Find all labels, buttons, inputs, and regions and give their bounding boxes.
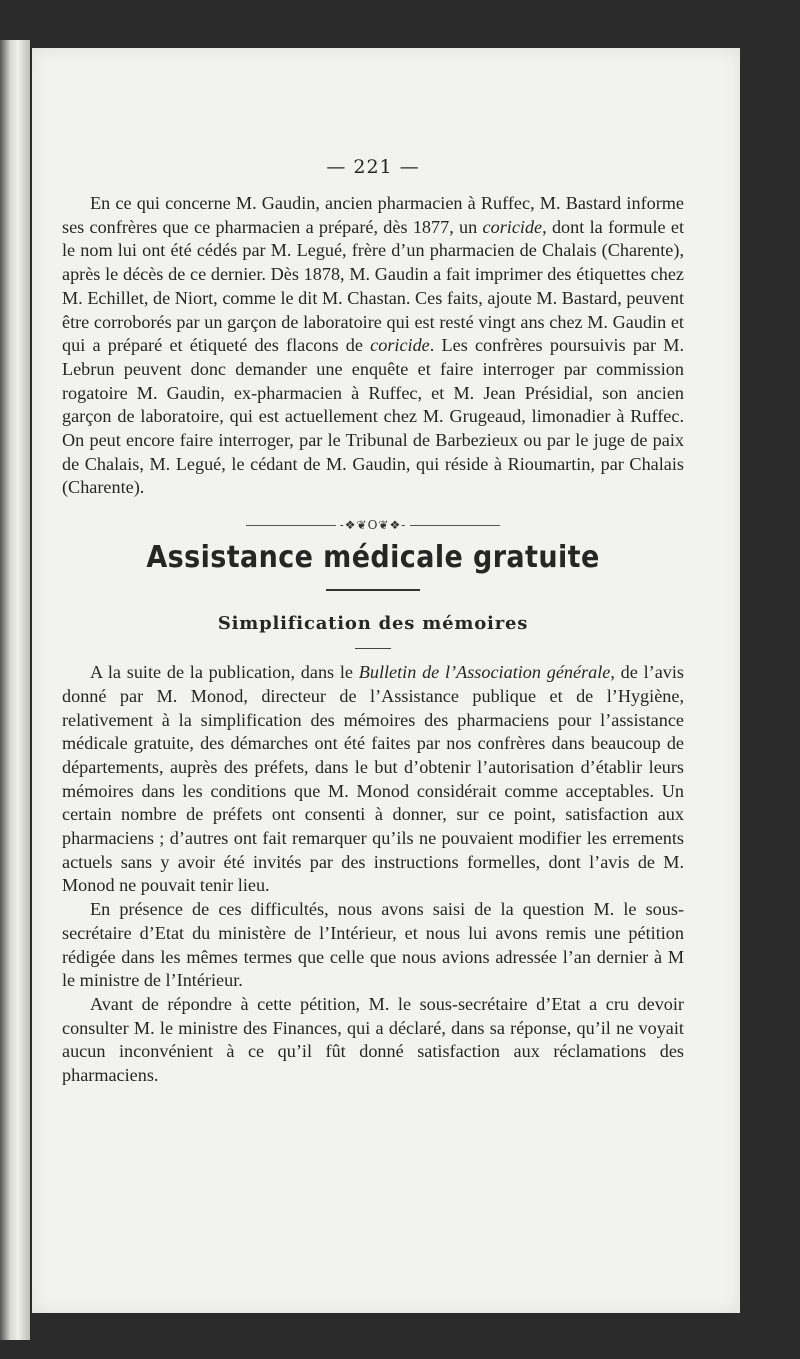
- paragraph-gaudin-part2: , dont la formule et le nom lui ont été cédés par M. Legué, frère d’un pharmacien de Chalais (Charente), après le décès de ce dernier. Dès 1878, M. Gaudin a fait imprimer des étiquettes chez M. Echillet, de Niort, comme le dit M. Chastan. Ces faits, ajoute M. Bastard, peuvent être corroborés par un garçon de laboratoire qui est resté vingt ans chez M. Gaudin et qui a préparé et étiqueté des flacons de: [62, 216, 684, 356]
- paragraph-bulletin-part1: A la suite de la publication, dans le: [90, 662, 359, 683]
- document-page: [32, 48, 740, 1313]
- heading-underline: [326, 589, 420, 591]
- page-content: [62, 156, 684, 1088]
- book-left-edge: [0, 40, 30, 1340]
- subheading-rule: [355, 648, 391, 649]
- section-divider: [62, 518, 684, 532]
- section-subheading: Simplification des mémoires: [217, 613, 529, 635]
- paragraph-gaudin-em2: coricide: [370, 335, 430, 356]
- page-number: — 221 —: [326, 156, 420, 178]
- paragraph-bulletin-em1: Bulletin de l’Association générale: [358, 662, 611, 683]
- paragraph-gaudin: [62, 192, 684, 500]
- paragraph-bulletin-part2: , de l’avis donné par M. Monod, directeur de l’Assistance publique et de l’Hygiène, relativement à la simplification des mémoires des pharmaciens pour l’assistance médicale gratuite, des démarches ont été faites par nos confrères dans beaucoup de départements, auprès des préfets, dans le but d’obtenir l’autorisation d’établir leurs mémoires dans les conditions que M. Monod considérait comme acceptables. Un certain nombre de préfets ont consenti à donner, sur ce point, satisfaction aux pharmaciens ; d’autres ont fait remarquer qu’ils ne pouvaient modifier les errements actuels sans y avoir été invités par des instructions formelles, dont l’avis de M. Monod ne pouvait tenir lieu.: [62, 662, 684, 896]
- paragraph-finances: Avant de répondre à cette pétition, M. le sous-secrétaire d’Etat a cru devoir consulter M. le ministre des Finances, qui a déclaré, dans sa réponse, qu’il ne voyait aucun inconvénient à ce qu’il fût donné satisfaction aux réclamations des pharmaciens.: [62, 993, 684, 1086]
- section-heading: Assistance médicale gratuite: [146, 540, 600, 576]
- paragraph-gaudin-em1: coricide: [482, 216, 543, 237]
- divider-rule-left: [246, 525, 336, 526]
- divider-ornament: -❖❦O❦❖-: [339, 518, 407, 533]
- divider-rule-right: [410, 525, 500, 526]
- paragraph-gaudin-part1: En ce qui concerne M. Gaudin, ancien pharmacien à Ruffec, M. Bastard informe ses confrères que ce pharmacien a préparé, dès 1877, un: [62, 193, 684, 237]
- paragraph-bulletin: [62, 661, 684, 898]
- paragraph-gaudin-part3: . Les confrères poursuivis par M. Lebrun peuvent donc demander une enquête et faire interroger par commission rogatoire M. Gaudin, ex-pharmacien à Ruffec, et M. Jean Présidial, son ancien garçon de laboratoire, qui est actuellement chez M. Grugeaud, limonadier à Ruffec. On peut encore faire interroger, par le Tribunal de Barbezieux ou par le juge de paix de Chalais, M. Legué, le cédant de M. Gaudin, qui réside à Rioumartin, par Chalais (Charente).: [62, 335, 684, 498]
- paragraph-petition: En présence de ces difficultés, nous avons saisi de la question M. le sous-secrétaire d’Etat du ministère de l’Intérieur, et nous lui avons remis une pétition rédigée dans les mêmes termes que celle que nous avions adressée l’an dernier à M le ministre de l’Intérieur.: [62, 899, 684, 991]
